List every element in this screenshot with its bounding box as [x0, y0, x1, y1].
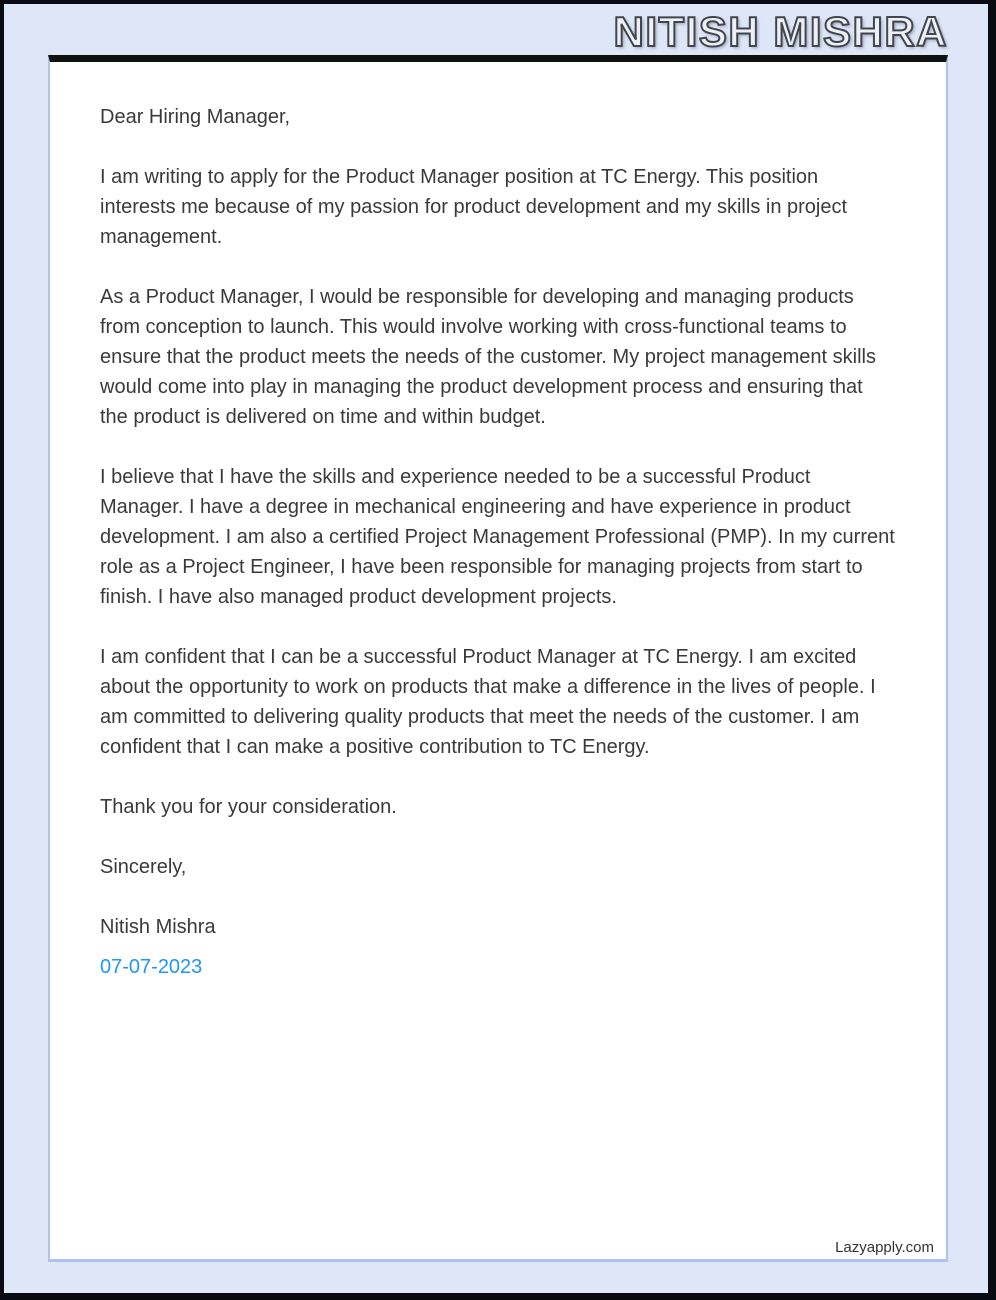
letter-closing: Sincerely, — [100, 856, 187, 878]
letter-thanks: Thank you for your consideration. — [100, 796, 397, 818]
applicant-name-heading: NITISH MISHRA — [613, 8, 948, 55]
letter-card — [48, 55, 948, 1262]
signature-name: Nitish Mishra — [100, 916, 216, 938]
letter-header — [4, 4, 988, 55]
letter-paragraph-2: As a Product Manager, I would be responsible for developing and managing products from conception to launch. This would involve working with cross-functional teams to ensure that the product meets the needs of the customer. My project management skills would come into play in managing the product development process and ensuring that the product is delivered on time and within budget. — [100, 286, 876, 428]
lazyapply-watermark: Lazyapply.com — [835, 1239, 934, 1256]
letter-paragraph-1: I am writing to apply for the Product Manager position at TC Energy. This position interests me because of my passion for product development and my skills in project management. — [100, 166, 848, 248]
letter-paragraph-4: I am confident that I can be a successful Product Manager at TC Energy. I am excited about the opportunity to work on products that make a difference in the lives of people. I am committed to delivering quality products that meet the needs of the customer. I am confident that I can make a positive contribution to TC Energy. — [100, 646, 876, 758]
letter-body — [100, 102, 896, 982]
letter-date: 07-07-2023 — [100, 956, 203, 978]
salutation: Dear Hiring Manager, — [100, 106, 291, 128]
letter-paragraph-3: I believe that I have the skills and experience needed to be a successful Product Manager. I have a degree in mechanical engineering and have experience in product development. I am also a certified Project Management Professional (PMP). In my current role as a Project Engineer, I have been responsible for managing projects from start to finish. I have also managed product development projects. — [100, 466, 895, 608]
